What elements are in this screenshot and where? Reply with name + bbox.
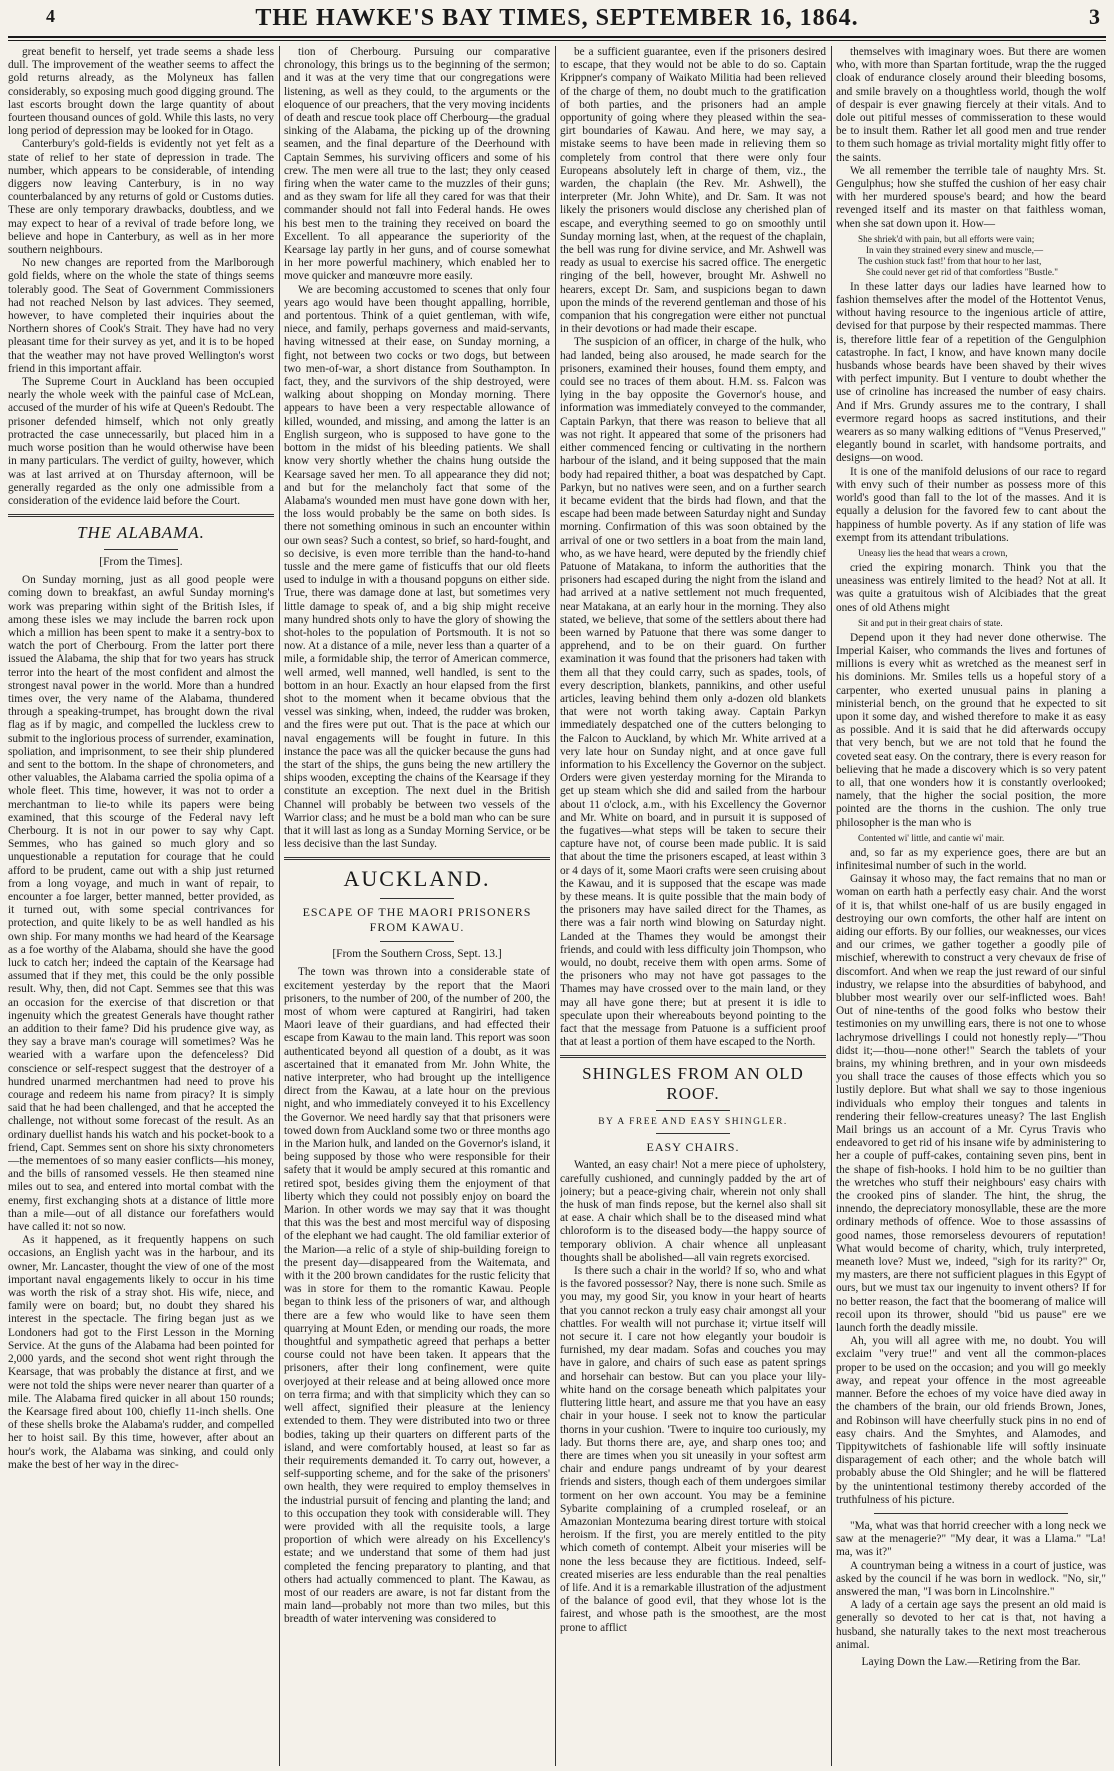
- paragraph: No new changes are reported from the Marlborough gold fields, where on the whole the state of things seems tolerably good. The Seat of Government Commissioners had not reached Nelson by last advices. They seemed, however, to have completed their inquiries about the Northern shores of Cook's Strait. They have had no very pleasant time for their survey as yet, and it is to be hoped that the weather may not have proved Wellington's worst friend in this important affair.: [8, 257, 274, 375]
- short-rule: [380, 898, 454, 899]
- paragraph: A countryman being a witness in a court of justice, was asked by the council if he was born in wedlock. "No, sir," answered the man, "I was born in Lincolnshire.": [836, 1559, 1106, 1598]
- paragraph: As it happened, as it frequently happens on such occasions, an English yacht was in the harbour, and its owner, Mr. Lancaster, thought the view of one of the most important naval engagements likely to occur in his time was worth the risk of a stray shot. His wife, niece, and family were on board; but, no doubt they shared his interest in the spectacle. The firing began just as we Londoners had got to the First Lesson in the Morning Service. At the guns of the Alabama had been pointed for 2,000 yards, and the second shot went right through the Kearsage, that was probably the distance at first, and we were not told the ships were never nearer than quarter of a mile. The Alabama fired quicker in all about 150 rounds; the Kearsage fired about 100, chiefly 11-inch shells. One of these shells broke the Alabama's rudder, and compelled her to hoist sail. By this time, however, after about an hour's work, the Alabama was sinking, and could only make the best of her way in the direc-: [8, 1234, 274, 1471]
- short-rule: [104, 549, 178, 550]
- short-rule: [874, 1513, 1068, 1514]
- masthead-title: THE HAWKE'S BAY TIMES, SEPTEMBER 16, 1864.: [255, 5, 859, 31]
- page-number: 3: [1089, 4, 1100, 29]
- article-byline: BY A FREE AND EASY SHINGLER.: [598, 1117, 788, 1128]
- masthead: [0, 0, 1114, 40]
- verse-quote: [858, 618, 1106, 629]
- column-4: [836, 46, 1106, 1766]
- columns: [8, 46, 1106, 1766]
- column-divider: [831, 46, 832, 1766]
- column-divider: [279, 46, 280, 1766]
- paragraph: On Sunday morning, just as all good people were coming down to breakfast, an awful Sunday morning's work was preparing within sight of the British Isles, if among these isles we may include the barren rock upon which a million has been spent to make it a sentry-box to watch the port of Cherbourg. From the latter port there issued the Alabama, the ship that for two years has struck terror into the heart of the most confident and almost the strongest naval power in the world. More than a hundred times over, the very name of the Alabama, thundered through a speaking-trumpet, has brought down the rival flag as if by magic, and compelled the luckless crew to submit to the inglorious process of surrender, examination, spoliation, and imprisonment, to see their ship plundered and sent to the bottom. In the shape of chronometers, and other valuables, the Alabama carried the spolia opima of a whole fleet. This time, however, it was not to order a merchantman to lie-to while its papers were being examined, that this scourge of the Federal navy left Cherbourg. It is not in our power to say why Capt. Semmes, who has gained so much glory and so unquestionable a reputation for courage that he could afford to be prudent, came out with a ship just returned from a long voyage, and much in want of repair, to encounter a foe larger, better manned, better provided, as it turned out, with some special contrivances for protection, and quite likely to be as well handled as his own ship. For many months we had heard of the Kearsage as a foe worthy of the Alabama, should she have the good luck to catch her; indeed the captain of the Kearsage had assumed that if they met, this could be the only possible result. Why, then, did not Capt. Semmes see that this was an occasion for the exercise of that discretion or that ingenuity which the greatest Generals have thought rather an addition to their fame? Did his prudence give way, as they say a brave man's courage will sometimes? Was he wearied with a warfare upon the defenceless? Did conscience or self-respect suggest that the destroyer of a hundred unarmed merchantmen had need to prove his courage and redeem his name from piracy? It is simply said that he had been challenged, and that he accepted the challenge, not without some forecast of the result. As an ordinary duellist hands his watch and his pocket-book to a friend, Capt. Semmes sent on shore his sixty chronometers—the mementoes of so many easier conflicts—his money, and the bills of ransomed vessels. He then steamed nine miles out to sea, and entered into mortal combat with the enemy, first exchanging shots at a distance of little more than a mile—out of all distance our forefathers would have called it: not so now.: [8, 574, 274, 1234]
- article-subheading: ESCAPE OF THE MAORI PRISONERS FROM KAWAU.: [302, 905, 532, 935]
- verse-line: She could never get rid of that comfortless "Bustle.": [866, 266, 1058, 277]
- masthead-rule-thin: [8, 40, 1106, 41]
- section-rule: [560, 1055, 826, 1058]
- paragraph: themselves with imaginary woes. But there are women who, with more than Spartan fortitude, wrap the the rugged cloak of endurance closely around their bleeding bosoms, and smile bravely on a thoughtless world, though the wolf of despair is ever gnawing fiercely at their vitals. And to dole out pitiful messes of commisseration to these would be to insult them. Rather let all good men and true render to them such homage as trivial mortality might fitly offer to the saints.: [836, 46, 1106, 164]
- column-3: [560, 46, 826, 1766]
- section-rule: [284, 857, 550, 860]
- verse-line: In vain they strained every sinew and muscle,—: [866, 244, 1044, 255]
- verse-quote: [858, 548, 1106, 559]
- paragraph: cried the expiring monarch. Think you that the uneasiness was entirely limited to the head? Not at all. It was quite a gratuitous wish of Alcibiades that the great ones of old Athens might: [836, 561, 1106, 614]
- paragraph: We are becoming accustomed to scenes that only four years ago would have been thought appalling, horrible, and portentous. Think of a quiet gentleman, with wife, niece, and family, perhaps governess and maid-servants, having witnessed at their ease, on Sunday morning, a fight, not between two cocks or two dogs, but between two men-of-war, a short distance from Southampton. In fact, they, and the survivors of the ship destroyed, were walking about shopping on Monday morning. There appears to have been a very respectable allowance of killed, wounded, and missing, and among the latter is an English surgeon, who is supposed to have gone to the bottom in the midst of his bleeding patients. We shall know very shortly whether the chains hung outside the Kearsage saved her men. To all appearance they did not; and but for the melancholy fact that some of the Alabama's wounded men must have gone down with her, the loss would probably be the same on both sides. Is there not something ominous in such an encounter within our own seas? Such a contest, so brief, so hard-fought, and so decisive, is even more terrible than the hand-to-hand tussle and the mere game of fisticuffs that our old fleets used to indulge in with a thousand popguns on either side. True, there was damage done at last, but sometimes very little damage to speak of, and a big ship might receive many hundred shots only to have the glory of showing the shot-holes to the population of Portsmouth. It is not so now. At a distance of a mile, never less than a quarter of a mile, a formidable ship, the terror of American commerce, well armed, well manned, well handled, is sent to the bottom in an hour. Exactly an hour elapsed from the first shot to the moment when it became obvious that the vessel was sinking, when, indeed, the rudder was broken, and the fires were put out. That is the pace at which our naval engagements will be fought in future. In this instance the pace was all the quicker because the guns had the start of the ships, the guns being the new artillery the ships wooden, excepting the chains of the Kearsage if they constitute an exception. The next duel in the British Channel will probably be between two vessels of the Warrior class; and he must be a bold man who can be sure that it will last as long as a Sunday Morning Service, or be less decisive than the last Sunday.: [284, 283, 550, 851]
- section-rule: [8, 514, 274, 517]
- paragraph: The suspicion of an officer, in charge of the hulk, who had landed, being also aroused, he made search for the prisoners, examined their houses, found them empty, and could see no traces of them about. H.M. ss. Falcon was lying in the bay opposite the Governor's house, and information was immediately conveyed to the commander, Captain Parkyn, that there was reason to believe that all was not right. It appeared that some of the prisoners had either commenced fencing or cultivating in the northern harbour of the island, and it being supposed that the main body had repaired thither, a boat was despatched by Capt. Parkyn, but no natives were seen, and on a further search it became evident that the birds had flown, and that the escape had been made between Saturday night and Sunday morning. Confirmation of this was soon obtained by the arrival of one or two settlers in a boat from the main land, who, as we have heard, were deputed by the friendly chief Patuone of Matakana, to inform the authorities that the prisoners had escaped during the night from the island and had arrived at a native settlement not much frequented, near Matakana, at an early hour in the morning. They also stated, we believe, that some of the settlers about there had been warned by Patuone that there was some danger to apprehend, and to be on their guard. On further examination it was found that the prisoners had taken with them all that they could carry, such as spades, tools, of every description, blankets, pannikins, and other useful articles, leaving behind them only a-dozen old blankets that were not worth taking away. Captain Parkyn immediately despatched one of the cutters belonging to the Falcon to Auckland, by which Mr. White arrived at a very late hour on Sunday night, and at once gave full information to his Excellency the Governor on the subject. Orders were given yesterday morning for the Miranda to get up steam which she did and sailed from the harbour about 11 o'clock, a.m., with his Excellency the Governor and Mr. White on board, and in pursuit it is supposed of the fugatives—what steps will be taken to secure their capture have not, of course been made public. It is said that about the time the prisoners escaped, at least within 3 or 4 days of it, some Maori crafts were seen cruising about the Kawau, and it is supposed that the escape was made by these means. It is quite possible that the main body of the prisoners may have sailed direct for the Thames, as there was a fair north wind blowing on Saturday night. Landed at the Thames they would be amongst their friends, and could with less difficulty join Thompson, who would, no doubt, receive them with open arms. Some of the prisoners who may not have got passages to the Thames may have crossed over to the main land, or they may all have gone there; but at present it is idle to speculate upon their whereabouts beyond pointing to the fact that the message from Patuone is a sufficient proof that at least a portion of them have escaped to the North.: [560, 336, 826, 1049]
- verse-line: Sit and put in their great chairs of state.: [858, 617, 1003, 628]
- column-divider: [555, 46, 556, 1766]
- verse-line: Contented wi' little, and cantie wi' mair.: [858, 832, 1005, 843]
- paragraph: Depend upon it they had never done otherwise. The Imperial Kaiser, who commands the lives and fortunes of millions is every whit as wretched as the meanest serf in his dominions. Mr. Smiles tells us a hopeful story of a carpenter, who exerted unusual pains in planing a ministerial bench, on the ground that he expected to sit upon it some day, and wished therefore to make it as easy as possible. And it is said that he did afterwards occupy that very bench, but we are not told that he found the coveted seat easy. On the contrary, there is every reason for believing that he made a discovery which is so very patent to all, that one wonders how it is constantly overlooked; namely, that the higher the social position, the more pointed are the thorns in the cushion. The only true philosopher is the man who is: [836, 631, 1106, 829]
- article-heading-shingles: SHINGLES FROM AN OLD ROOF.: [582, 1064, 804, 1104]
- column-1: [8, 46, 274, 1766]
- article-subheading: EASY CHAIRS.: [646, 1140, 740, 1155]
- article-source: [From the Southern Cross, Sept. 13.]: [332, 948, 502, 961]
- verse-quote: [858, 234, 1106, 278]
- page-mark: 4: [46, 6, 55, 26]
- paragraph: The Supreme Court in Auckland has been occupied nearly the whole week with the painful case of McLean, accused of the murder of his wife at Queen's Redoubt. The prisoner defended himself, which not only greatly protracted the case unnecessarily, but placed him in a much worse position than he would otherwise have been in many particulars. The verdict of guilty, however, which was at last arrived at on Thursday afternoon, will be generally regarded as the only one admissible from a consideration of the evidence laid before the Court.: [8, 376, 274, 507]
- article-heading-auckland: AUCKLAND.: [343, 866, 491, 892]
- column-2: [284, 46, 550, 1766]
- paragraph: Canterbury's gold-fields is evidently not yet felt as a state of relief to her state of depression in trade. The number, which appears to be considerable, of intending diggers now leaving Canterbury, is in no way counterbalanced by any returns of gold or Customs duties. These are only temporary drawbacks, doubtless, and we may expect to hear of a revival of trade before long, we believe and hope in Canterbury, as well as in her more southern neighbours.: [8, 138, 274, 257]
- paragraph: A lady of a certain age says the present an old maid is generally so devoted to her cat is that, not having a husband, she naturally takes to the next most treacherous animal.: [836, 1599, 1106, 1651]
- short-rule: [380, 941, 454, 942]
- paragraph: In these latter days our ladies have learned how to fashion themselves after the model of the Hottentot Venus, without having resource to the ingenious article of attire, devised for that purpose by their respected mammas. There is, therefore little fear of a repetition of the Gengulphion catastrophe. In fact, I know, and have known many docile husbands whose beards have been shaved by their wives with perfect impunity. But I venture to doubt whether the use of crinoline has increased the number of easy chairs. And if Mrs. Grundy assures me to the contrary, I shall evermore regard hoops as sacred institutions, and their wearers as so many walking editions of "Venus Preserved," elegantly bound in scarlet, with handsome portraits, and designs—on wood.: [836, 280, 1106, 465]
- short-rule: [656, 1133, 730, 1134]
- paragraph: Gainsay it whoso may, the fact remains that no man or woman on earth hath a perfectly easy chair. And the worst of it is, that whilst one-half of us are busily engaged in destroying our own comforts, the other half are intent on aiding our efforts. By our follies, our weaknesses, our vices and our crimes, we gather together a goodly pile of mischief, wherewith to construct a very chevaux de frise of discomfort. And when we reap the just reward of our sinful industry, we relapse into the absurdities of babyhood, and blubber most wearily over our self-inflicted woes. Bah! Out of nine-tenths of the good folks who bestow their testimonies on my unwilling ears, there is not one to whose lachrymose drivellings I could not honestly reply—"Thou didst it;—thou—none other!" Search the tablets of your brains, my whining brethren, and in your own misdeeds you shall trace the causes of those effects which you so lustily deplore. But what shall we say to those ingenious individuals who employ their tongues and talents in rendering their fellow-creatures uneasy? The last English Mail brings us an account of a Mr. Cyrus Travis who endeavored to get rid of his insane wife by administering to her a couple of puff-cakes, containing seven pins, bent in the shape of fish-hooks. I hold him to be no guiltier than the wretches who stuff their neighbours' easy chairs with the crooked pins of slander. The hint, the shrug, the innendo, the depreciatory monosyllable, these are the more ordinary methods of offence. Woe to those assassins of good names, those remorseless devourers of reputation! What would become of charity, which, truly interpreted, meaneth love? Must we, indeed, "sigh for its rarity?" Or, my masters, are there not sufficient plagues in this Egypt of ours, but we must tax our ingenuity to invent others? If for no better reason, the fact that the boomerang of malice will recoil upon its thrower, should "bid us pause" ere we launch forth the deadly missile.: [836, 873, 1106, 1335]
- closing-line: Laying Down the Law.—Retiring from the Bar.: [861, 1655, 1081, 1668]
- paragraph: "Ma, what was that horrid creecher with a long neck we saw at the menagerie?" "My dear, it was a Llama." "La! ma, was it?": [836, 1519, 1106, 1559]
- verse-line: Uneasy lies the head that wears a crown,: [858, 547, 1008, 558]
- paragraph: Is there such a chair in the world? If so, who and what is the favored possessor? Nay, there is none such. Smile as you may, my good Sir, you know in your heart of hearts that you cannot reckon a truly easy chair amongst all your chattles. For wealth will not purchase it; virtue itself will not secure it. I care not how elegantly your boudoir is furnished, my dear madam. Sofas and couches you may have in galore, and chairs of such ease as patent springs and horsehair can bestow. But can you place your lily-white hand on the corsage beneath which palpitates your fluttering little heart, and assure me that you have an easy chair in your house. I seek not to know the particular thorns in your cushion. 'Twere to inquire too curiously, my lady. But thorns there are, aye, and sharp ones too; and there are times when you sit uneasily in your softest arm chair and endure pangs undreamt of by your dearest friends and sisters, though each of them undergoes similar torment on her own account. You may be a feminine Sybarite complaining of a crumpled roseleaf, or an Amazonian Montezuma bearing direst torture with stoical heroism. If the first, you are merely entitled to the pity which cometh of contempt. Albeit your miseries will be none the less because they are fictitious. Indeed, self-created miseries are less endurable than the real penalties of life. And it is a remarkable illustration of the adjustment of the balance of good evil, that they whose lot is the fairest, and whose path is the smoothest, are the most prone to afflict: [560, 1265, 826, 1634]
- paragraph: be a sufficient guarantee, even if the prisoners desired to escape, that they would not be able to do so. Captain Krippner's company of Waikato Militia had been relieved of the charge of them, no doubt much to the gratification of both parties, and the prisoners had an ample opportunity of going where they pleased within the sea-girt boundaries of Kawau. And here, we may say, a mistake seems to have been made in relieving them so completely from control that there were only four Europeans absolutely left in charge of them, viz., the warden, the chaplain (the Rev. Mr. Ashwell), the interpreter (Mr. John White), and Dr. Sam. It was not likely the prisoners would disclose any cherished plan of escape, and everything seemed to go on smoothly until Sunday morning last, when, at the request of the chaplain, the bell was rung for divine service, and Mr. Ashwell was ready as usual to exercise his sacred office. The energetic ringing of the bell, however, brought Mr. Ashwell no hearers, except Dr. Sam, and suspicions began to dawn upon the minds of the reverend gentleman and those of his companion that his congregation were either not punctual in their devotions or had made their escape.: [560, 46, 826, 336]
- masthead-rule: [8, 36, 1106, 38]
- paragraph: Ah, you will all agree with me, no doubt. You will exclaim "very true!" and vent all the common-places proper to be used on the occasion; and you will go meekly away, and repeat your offence in the most agreeable manner. Before the echoes of my voice have died away in the chambers of the brain, our old friends Brown, Jones, and Robinson will have cheerfully stuck pins in no end of easy chairs. And the Smyhtes, and Alamodes, and Tippitywitchets of fashionable life will softly insinuate disparagement of each other; and the whole batch will probably abuse the Old Shingler; and he will be flattered by the unintentional testimony thereby accorded of the truthfulness of his picture.: [836, 1335, 1106, 1506]
- verse-quote: [858, 833, 1106, 844]
- verse-line: The cushion stuck fast!' from that hour to her last,: [858, 255, 1042, 266]
- verse-line: She shriek'd with pain, but all efforts were vain;: [858, 233, 1035, 244]
- paragraph: It is one of the manifold delusions of our race to regard with envy such of their number as possess more of this world's good than fall to the lot of the masses. And it is equally a delusion for the favored few to cant about the happiness of humble poverty. As if any station of life was exempt from its attendant tribulations.: [836, 465, 1106, 544]
- article-heading-alabama: THE ALABAMA.: [77, 523, 205, 543]
- short-rule: [656, 1110, 730, 1111]
- paragraph: Wanted, an easy chair! Not a mere piece of upholstery, carefully cushioned, and cunningly padded by the art of joinery; but a peace-giving chair, wherein not only shall the husk of man finds repose, but the kernel also shall sit at ease. A chair which shall be to the diseased mind what chloroform is to the diseased body—the happy source of temporary oblivion. A chair whence all unpleasant thoughts shall be abolished—all vain regrets exorcised.: [560, 1159, 826, 1264]
- paragraph: and, so far as my experience goes, there are but an infinitesimal number of such in the world.: [836, 846, 1106, 872]
- paragraph: The town was thrown into a considerable state of excitement yesterday by the report that the Maori prisoners, to the number of 200, of the number of 200, the most of whom were captured at Rangiriri, had taken Maori leave of their guardians, and had effected their escape from Kawau to the main land. This report was soon authenticated beyond all question of a doubt, as it was ascertained that it emanated from Mr. John White, the native interpreter, who had brought up the intelligence direct from the Kawau, at a late hour on the previous night, and who immediately conveyed it to his Excellency the Governor. We need hardly say that that prisoners were towed down from Auckland some two or three months ago in the Marion hulk, and landed on the Governor's island, it being supposed by those who were responsible for their safety that it would be amply secured at this romantic and retired spot, besides giving them the enjoyment of that liberty which they could not possibly enjoy on board the Marion. In other words we may say that it was thought that this was the best and most merciful way of disposing of the elephant we had caught. The old familiar exterior of the Marion—a relic of a style of ship-building foreign to the present day—disappeared from the Waitemata, and with it the 200 brown candidates for the rustic felicity that was in store for them to the romantic Kawau. People began to think less of the prisoners of war, and although there are a few who would like to have seen them quarrying at Mount Eden, or mending our roads, the more thoughtful and sympathetic agreed that perhaps a better course could not have been taken. It appears that the prisoners, after their long confinement, were quite overjoyed at their release and at being allowed once more on terra firma; and with that simplicity which they can so well affect, signified their pleasure at the leniency extended to them. They were distributed into two or three bodies, taking up their quarters on different parts of the island, and were comfortably housed, at least so far as their requirements demanded it. To carry out, however, a self-supporting scheme, and for the sake of the prisoners' own health, they were required to employ themselves in the industrial pursuit of fencing and planting the land; and to this occupation they took with considerable will. They were provided with all the requisite tools, a large proportion of which were already on his Excellency's estate; and we understand that some of them had just completed the fencing preparatory to planting, and that others had actually commenced to plant. The Kawau, as most of our readers are aware, is not far distant from the main land—probably not more than two miles, but this breadth of water intervening was considered to: [284, 966, 550, 1626]
- paragraph: We all remember the terrible tale of naughty Mrs. St. Gengulphus; how she stuffed the cushion of her easy chair with her murdered spouse's beard; and how the beard revenged itself and its master on that faithless woman, when she sat down upon it. How—: [836, 164, 1106, 230]
- paragraph: tion of Cherbourg. Pursuing our comparative chronology, this brings us to the beginning of the sermon; and it was at the very time that our congregations were listening, as well as they could, to the arguments or the eloquence of our preachers, that the very moving incidents of death and rescue took place off Cherbourg—the gradual sinking of the Alabama, the picking up of the drowning seamen, and the final departure of the Deerhound with Captain Semmes, his surviving officers and some of his crew. The men were all true to the last; they only ceased firing when the water came to the muzzles of their guns; and as they swam for life all they cared for was that their commander should not fall into Federal hands. He owes his best men to the training they received on board the Excellent. To all appearance the superiority of the Kearsage lay partly in her guns, and of course somewhat in her more powerful machinery, which enabled her to move quicker and manœuvre more easily.: [284, 46, 550, 283]
- paragraph: great benefit to herself, yet trade seems a shade less dull. The improvement of the weather seems to affect the gold returns already, as the Molyneux has fallen considerably, so exposing much good digging ground. The last escorts brought down the large quantity of about fourteen thousand ounces of gold. While this lasts, no very long period of depression may be looked for in Otago.: [8, 46, 274, 138]
- article-source: [From the Times].: [99, 556, 183, 569]
